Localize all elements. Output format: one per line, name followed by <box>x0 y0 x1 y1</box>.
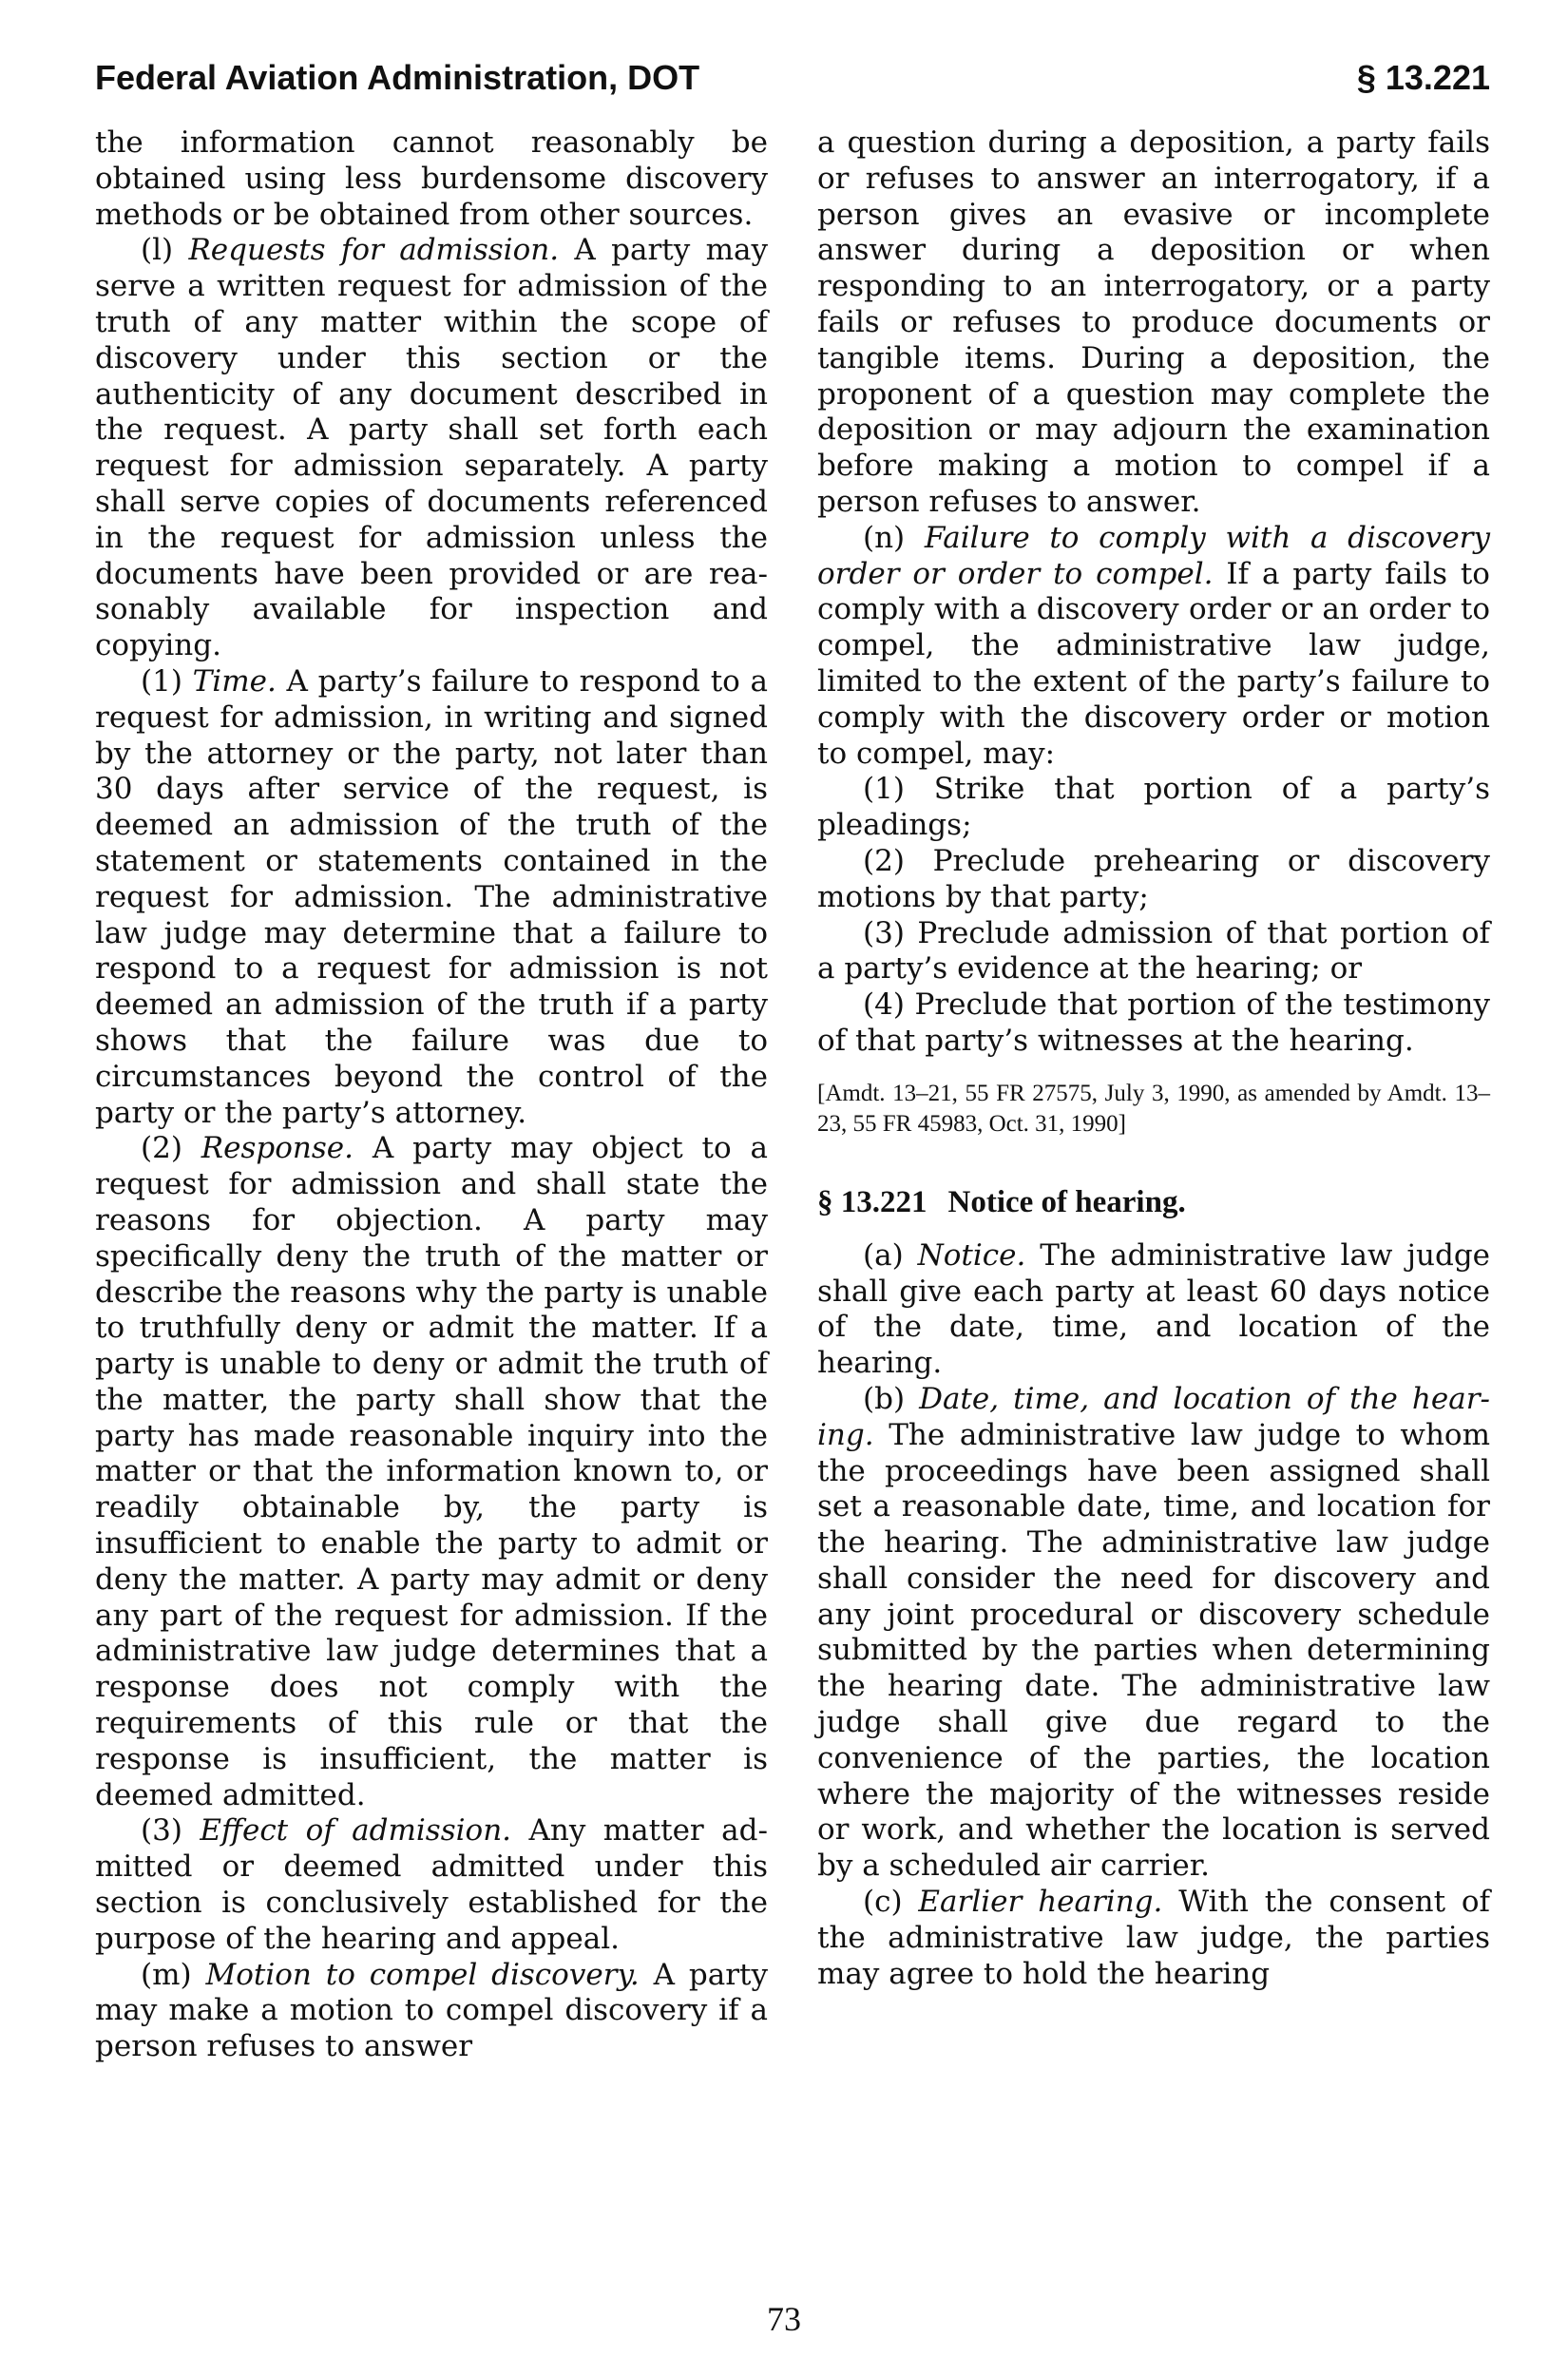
paragraph-continued: the information cannot reasonably be obtained using less burdensome discovery methods or be obtained from other sources. <box>95 125 768 232</box>
paragraph-label: (c) <box>863 1885 903 1920</box>
left-column <box>95 125 768 2065</box>
paragraph-heading: Notice. <box>917 1237 1026 1273</box>
paragraph-date-time-location <box>817 1382 1490 1885</box>
paragraph-label: (1) <box>141 663 182 699</box>
paragraph-text: A party’s failure to respond to a request for admission, in writing and signed by the attorney or the party, not later than 30 days after service of the request, is deemed an admission of the truth of the statement or statements contained in the request for admission. The administrative law judge may determine that a failure to respond to a request for admission is not deemed an admission of the truth if a party shows that the failure was due to circumstances beyond the control of the party or the party’s attorney. <box>95 663 768 1130</box>
running-header <box>95 49 1490 106</box>
paragraph-effect-of-admission <box>95 1813 768 1957</box>
paragraph-heading: Requests for admission. <box>188 233 560 268</box>
agency-header: Federal Aviation Administration, DOT <box>95 58 700 97</box>
paragraph-heading: Time. <box>192 663 277 699</box>
section-title: Notice of hearing. <box>947 1184 1186 1219</box>
paragraph-heading: Motion to compel discovery. <box>205 1957 640 1992</box>
section-heading <box>817 1183 1490 1221</box>
paragraph-text: A party may object to a request for admission and shall state the reasons for objection. A party may specifically deny the truth of the matter or describe the reasons why the party is unable to truthfully deny or admit the matter. If a party is unable to deny or admit the truth of the matter, the party shall show that the party has made reasonable inquiry into the matter or that the information known to, or readily obtainable by, the party is insufficient to enable the party to admit or deny the matter. A party may admit or deny any part of the request for admission. If the administrative law judge determines that a response does not comply with the requirements of this rule or that the response is insufficient, the matter is deemed admitted. <box>95 1131 768 1812</box>
paragraph-time <box>95 664 768 1131</box>
paragraph-label: (a) <box>863 1237 904 1273</box>
amendment-citation: [Amdt. 13–21, 55 FR 27575, July 3, 1990, as amended by Amdt. 13–23, 55 FR 45983, Oct. 31, 1990] <box>817 1080 1490 1137</box>
paragraph-text: With the consent of the administrative law judge, the parties may agree to hold the hearing <box>817 1885 1491 1991</box>
paragraph-text: The administrative law judge shall give each party at least 60 days notice of the date, time, and location of the hearing. <box>817 1237 1491 1381</box>
paragraph-text: If a party fails to comply with a discovery order or an order to compel, the administrative law judge, limited to the extent of the party’s failure to comply with the discovery order or motion to compel, may: <box>817 556 1490 771</box>
paragraph-heading: Date, time, and location of the hearing. <box>817 1381 1490 1452</box>
paragraph-response <box>95 1131 768 1813</box>
section-header: § 13.221 <box>1356 58 1490 97</box>
paragraph-heading: Earlier hearing. <box>918 1885 1163 1920</box>
paragraph-label: (m) <box>141 1957 192 1992</box>
section-number: § 13.221 <box>817 1184 927 1219</box>
paragraph-heading: Failure to comply with a discovery order or order to compel. <box>817 520 1490 591</box>
list-item-strike: (1) Strike that portion of a party’s pleadings; <box>817 772 1490 843</box>
paragraph-requests-for-admission <box>95 233 768 664</box>
paragraph-motion-to-compel <box>95 1958 768 2065</box>
right-column <box>817 125 1490 1992</box>
paragraph-label: (b) <box>863 1381 906 1416</box>
paragraph-label: (n) <box>863 520 906 555</box>
paragraph-notice <box>817 1238 1490 1382</box>
paragraph-heading: Effect of admission. <box>200 1813 512 1849</box>
list-item-preclude-motions: (2) Preclude prehearing or discovery motions by that party; <box>817 843 1490 914</box>
paragraph-text: A party may make a motion to compel discovery if a person refuses to answer <box>95 1957 768 2064</box>
paragraph-label: (l) <box>141 233 174 268</box>
paragraph-label: (3) <box>141 1813 182 1849</box>
list-item-preclude-evidence: (3) Preclude admission of that portion of a party’s evidence at the hearing; or <box>817 915 1490 987</box>
paragraph-text: The administrative law judge to whom the proceedings have been assigned shall set a reasonable date, time, and location for the hearing. The administrative law judge shall consider the need for discovery and any joint procedural or discovery schedule submitted by the parties when determining the hearing date. The administrative law judge shall give due regard to the convenience of the parties, the location where the majority of the witnesses reside or work, and whether the location is served by a scheduled air carrier. <box>817 1417 1490 1884</box>
paragraph-heading: Response. <box>201 1131 354 1166</box>
paragraph-failure-to-comply <box>817 521 1490 773</box>
paragraph-earlier-hearing <box>817 1885 1490 1992</box>
paragraph-continued: a question during a deposition, a party fails or refuses to answer an interrogatory, if a person gives an evasive or incomplete answer during a deposition or when responding to an interrogatory, or a party fails or refuses to produce documents or tangible items. During a deposition, the proponent of a question may complete the deposition or may adjourn the examination before making a motion to compel if a person refuses to answer. <box>817 125 1490 519</box>
paragraph-text: A party may serve a written request for admission of the truth of any matter within the scope of discovery under this section or the authenticity of any document described in the request. A party shall set forth each request for admission separately. A party shall serve copies of documents referenced in the request for admission unless the documents have been provided or are reasonably available for inspection and copying. <box>95 233 768 663</box>
page-number: 73 <box>767 2300 801 2338</box>
paragraph-text: Any matter admitted or deemed admitted under this section is conclusively established for the purpose of the hearing and appeal. <box>95 1813 768 1956</box>
list-item-preclude-testimony: (4) Preclude that portion of the testimony of that party’s witnesses at the hearing. <box>817 987 1490 1058</box>
paragraph-label: (2) <box>141 1131 182 1166</box>
